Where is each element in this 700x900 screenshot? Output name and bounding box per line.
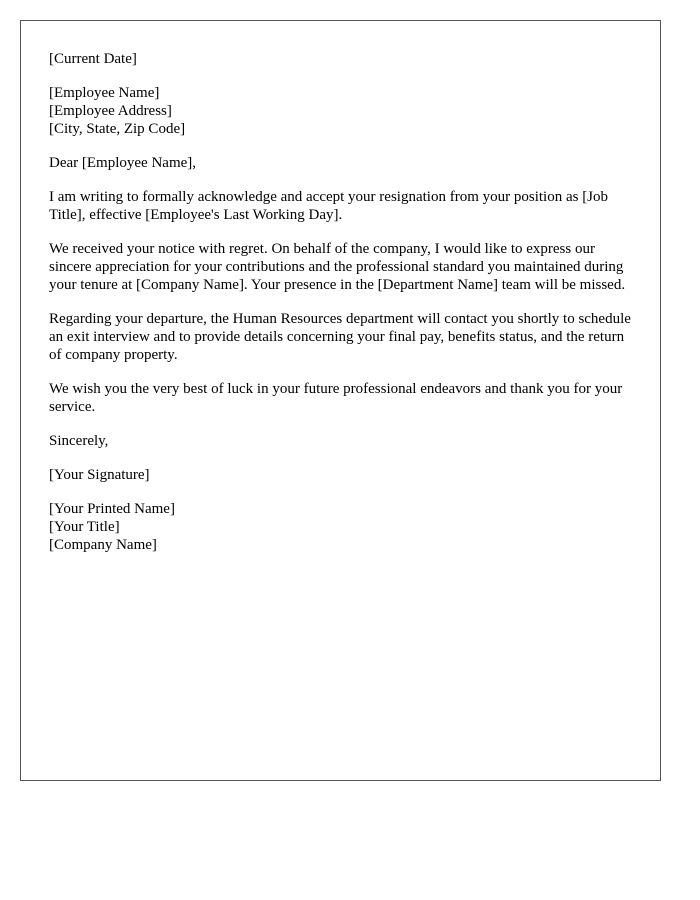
paragraph-departure-details: Regarding your departure, the Human Resources department will contact you shortly to schedule an exit interview and to provide details concerning your final pay, benefits status, and the return of company property. [49,311,631,363]
recipient-address-block [49,84,639,138]
sender-company: [Company Name] [49,537,157,553]
paragraph-well-wishes: We wish you the very best of luck in your future professional endeavors and thank you for your service. [49,381,623,415]
closing: Sincerely, [49,433,109,449]
recipient-address: [Employee Address] [49,103,172,119]
sender-printed-name: [Your Printed Name] [49,501,175,517]
letter-page [20,20,661,781]
letter-body [49,50,639,554]
recipient-city-state-zip: [City, State, Zip Code] [49,121,186,137]
paragraph-acknowledgement: I am writing to formally acknowledge and accept your resignation from your position as [Job Title], effective [Employee's Last Working Day]. [49,189,609,223]
signature-placeholder: [Your Signature] [49,467,150,483]
sender-title: [Your Title] [49,519,120,535]
salutation: Dear [Employee Name], [49,155,197,171]
sender-block [49,500,639,554]
letter-date: [Current Date] [49,51,137,67]
paragraph-appreciation: We received your notice with regret. On behalf of the company, I would like to express our sincere appreciation for your contributions and the professional standard you maintained during your tenure at [Company Name]. Your presence in the [Department Name] team will be missed. [49,241,626,293]
date-block [49,50,639,68]
recipient-name: [Employee Name] [49,85,160,101]
